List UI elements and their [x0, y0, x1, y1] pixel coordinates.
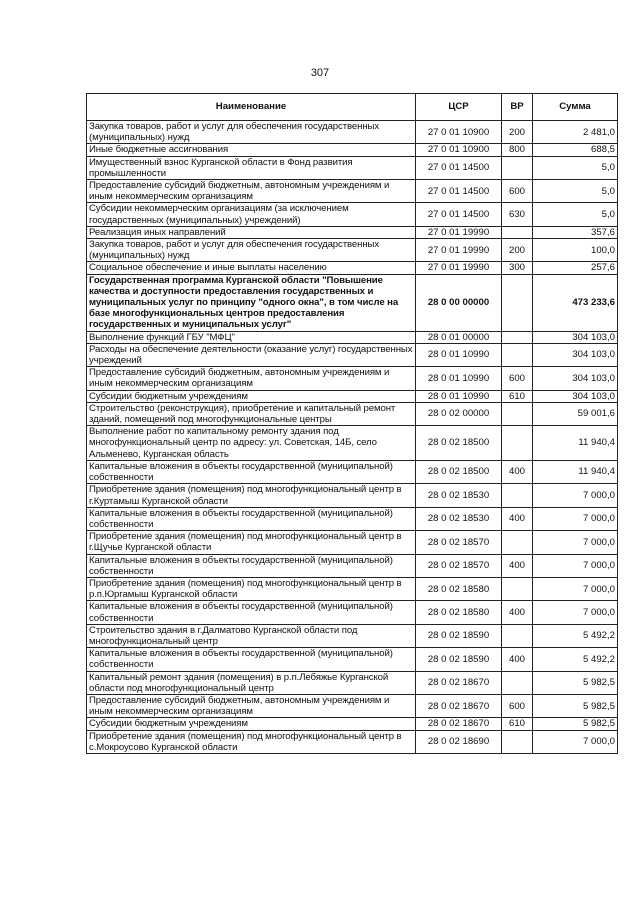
row-vr-cell: 400 — [502, 507, 533, 530]
row-name-cell: Реализация иных направлений — [87, 226, 416, 238]
row-csr-cell: 28 0 02 18530 — [416, 507, 502, 530]
row-csr-cell: 27 0 01 14500 — [416, 203, 502, 226]
table-row — [87, 554, 618, 577]
row-name-cell: Капитальные вложения в объекты государственной (муниципальной) собственности — [87, 554, 416, 577]
row-sum-cell: 7 000,0 — [533, 601, 618, 624]
row-name-cell: Строительство здания в г.Далматово Курганской области под многофункциональный центр — [87, 624, 416, 647]
row-vr-cell: 200 — [502, 121, 533, 144]
row-vr-cell — [502, 426, 533, 461]
row-vr-cell: 800 — [502, 144, 533, 156]
row-csr-cell: 28 0 01 10990 — [416, 390, 502, 402]
row-vr-cell — [502, 577, 533, 600]
table-row — [87, 226, 618, 238]
row-name-cell: Строительство (реконструкция), приобретение и капитальный ремонт зданий, помещений под многофункциональные центры — [87, 402, 416, 425]
table-row — [87, 671, 618, 694]
row-vr-cell — [502, 331, 533, 343]
table-row — [87, 601, 618, 624]
row-name-cell: Иные бюджетные ассигнования — [87, 144, 416, 156]
row-sum-cell: 5 982,5 — [533, 694, 618, 717]
row-name-cell: Предоставление субсидий бюджетным, автономным учреждениям и иным некоммерческим организациям — [87, 694, 416, 717]
row-sum-cell: 473 233,6 — [533, 274, 618, 331]
table-row — [87, 718, 618, 730]
row-sum-cell: 688,5 — [533, 144, 618, 156]
row-sum-cell: 2 481,0 — [533, 121, 618, 144]
table-row — [87, 426, 618, 461]
row-sum-cell: 7 000,0 — [533, 531, 618, 554]
row-csr-cell: 27 0 01 19990 — [416, 239, 502, 262]
row-vr-cell: 610 — [502, 718, 533, 730]
header-name: Наименование — [87, 94, 416, 121]
row-sum-cell: 357,6 — [533, 226, 618, 238]
table-row — [87, 390, 618, 402]
budget-table — [86, 93, 618, 754]
row-name-cell: Выполнение функций ГБУ "МФЦ" — [87, 331, 416, 343]
table-row — [87, 144, 618, 156]
row-vr-cell: 300 — [502, 262, 533, 274]
row-sum-cell: 7 000,0 — [533, 507, 618, 530]
table-row — [87, 343, 618, 366]
row-vr-cell — [502, 624, 533, 647]
row-name-cell: Приобретение здания (помещения) под многофункциональный центр в с.Мокроусово Курганской области — [87, 730, 416, 753]
row-sum-cell: 7 000,0 — [533, 577, 618, 600]
row-name-cell: Приобретение здания (помещения) под многофункциональный центр в г.Щучье Курганской области — [87, 531, 416, 554]
row-csr-cell: 28 0 00 00000 — [416, 274, 502, 331]
row-vr-cell: 600 — [502, 367, 533, 390]
row-name-cell: Субсидии бюджетным учреждениям — [87, 390, 416, 402]
row-vr-cell — [502, 274, 533, 331]
row-name-cell: Капитальные вложения в объекты государственной (муниципальной) собственности — [87, 507, 416, 530]
row-vr-cell — [502, 730, 533, 753]
table-row — [87, 507, 618, 530]
table-body — [87, 121, 618, 754]
row-vr-cell — [502, 343, 533, 366]
row-sum-cell: 5,0 — [533, 156, 618, 179]
row-sum-cell: 11 940,4 — [533, 460, 618, 483]
row-csr-cell: 27 0 01 19990 — [416, 226, 502, 238]
row-vr-cell: 400 — [502, 601, 533, 624]
header-sum: Сумма — [533, 94, 618, 121]
row-csr-cell: 28 0 02 18570 — [416, 531, 502, 554]
row-name-cell: Закупка товаров, работ и услуг для обеспечения государственных (муниципальных) нужд — [87, 239, 416, 262]
row-sum-cell: 5 982,5 — [533, 718, 618, 730]
row-name-cell: Приобретение здания (помещения) под многофункциональный центр в г.Куртамыш Курганской области — [87, 484, 416, 507]
table-row — [87, 203, 618, 226]
row-sum-cell: 304 103,0 — [533, 343, 618, 366]
table-row — [87, 648, 618, 671]
row-csr-cell: 28 0 02 18500 — [416, 426, 502, 461]
table-row — [87, 239, 618, 262]
row-name-cell: Государственная программа Курганской области "Повышение качества и доступности предоставления государственных и муниципальных услуг по принципу "одного окна", в том числе на базе многофункциональных центров предоставления государственных и муниципальных услуг" — [87, 274, 416, 331]
row-name-cell: Выполнение работ по капитальному ремонту здания под многофункциональный центр по адресу: ул. Советская, 14Б, село Альменево, Курганская область — [87, 426, 416, 461]
row-sum-cell: 5 982,5 — [533, 671, 618, 694]
table-header-row — [87, 94, 618, 121]
row-name-cell: Предоставление субсидий бюджетным, автономным учреждениям и иным некоммерческим организациям — [87, 367, 416, 390]
table-row — [87, 730, 618, 753]
row-csr-cell: 28 0 02 18590 — [416, 648, 502, 671]
row-vr-cell — [502, 156, 533, 179]
row-csr-cell: 28 0 02 18500 — [416, 460, 502, 483]
row-csr-cell: 27 0 01 10900 — [416, 121, 502, 144]
row-sum-cell: 59 001,6 — [533, 402, 618, 425]
row-name-cell: Приобретение здания (помещения) под многофункциональный центр в р.п.Юргамыш Курганской области — [87, 577, 416, 600]
row-csr-cell: 28 0 02 18570 — [416, 554, 502, 577]
row-name-cell: Субсидии некоммерческим организациям (за исключением государственных (муниципальных) учреждений) — [87, 203, 416, 226]
row-name-cell: Капитальный ремонт здания (помещения) в р.п.Лебяжье Курганской области под многофункциональный центр — [87, 671, 416, 694]
row-csr-cell: 28 0 01 10990 — [416, 367, 502, 390]
row-sum-cell: 5 492,2 — [533, 648, 618, 671]
header-vr: ВР — [502, 94, 533, 121]
table-row — [87, 694, 618, 717]
row-csr-cell: 28 0 02 18670 — [416, 694, 502, 717]
row-csr-cell: 28 0 02 18670 — [416, 718, 502, 730]
table-row — [87, 367, 618, 390]
row-name-cell: Капитальные вложения в объекты государственной (муниципальной) собственности — [87, 648, 416, 671]
table-row — [87, 624, 618, 647]
row-sum-cell: 7 000,0 — [533, 730, 618, 753]
row-vr-cell: 400 — [502, 554, 533, 577]
table-row — [87, 331, 618, 343]
row-sum-cell: 100,0 — [533, 239, 618, 262]
row-vr-cell: 600 — [502, 180, 533, 203]
row-sum-cell: 7 000,0 — [533, 484, 618, 507]
row-csr-cell: 28 0 02 18530 — [416, 484, 502, 507]
row-name-cell: Капитальные вложения в объекты государственной (муниципальной) собственности — [87, 460, 416, 483]
table-row — [87, 402, 618, 425]
row-csr-cell: 27 0 01 10900 — [416, 144, 502, 156]
row-csr-cell: 27 0 01 14500 — [416, 180, 502, 203]
row-sum-cell: 5,0 — [533, 203, 618, 226]
row-csr-cell: 27 0 01 14500 — [416, 156, 502, 179]
row-sum-cell: 257,6 — [533, 262, 618, 274]
table-row — [87, 262, 618, 274]
row-name-cell: Капитальные вложения в объекты государственной (муниципальной) собственности — [87, 601, 416, 624]
row-vr-cell: 610 — [502, 390, 533, 402]
row-csr-cell: 28 0 02 18580 — [416, 577, 502, 600]
row-vr-cell — [502, 226, 533, 238]
row-sum-cell: 304 103,0 — [533, 331, 618, 343]
row-name-cell: Социальное обеспечение и иные выплаты населению — [87, 262, 416, 274]
row-sum-cell: 11 940,4 — [533, 426, 618, 461]
row-name-cell: Имущественный взнос Курганской области в Фонд развития промышленности — [87, 156, 416, 179]
row-csr-cell: 28 0 02 18690 — [416, 730, 502, 753]
row-csr-cell: 28 0 02 00000 — [416, 402, 502, 425]
row-csr-cell: 28 0 02 18590 — [416, 624, 502, 647]
row-vr-cell: 400 — [502, 460, 533, 483]
table-row — [87, 121, 618, 144]
row-vr-cell — [502, 671, 533, 694]
table-row — [87, 460, 618, 483]
page-number: 307 — [310, 67, 330, 79]
row-csr-cell: 28 0 02 18670 — [416, 671, 502, 694]
row-vr-cell: 400 — [502, 648, 533, 671]
row-name-cell: Расходы на обеспечение деятельности (оказание услуг) государственных учреждений — [87, 343, 416, 366]
table-row — [87, 577, 618, 600]
table-row — [87, 180, 618, 203]
row-sum-cell: 7 000,0 — [533, 554, 618, 577]
row-name-cell: Закупка товаров, работ и услуг для обеспечения государственных (муниципальных) нужд — [87, 121, 416, 144]
row-csr-cell: 27 0 01 19990 — [416, 262, 502, 274]
table-row — [87, 156, 618, 179]
row-csr-cell: 28 0 02 18580 — [416, 601, 502, 624]
row-vr-cell: 200 — [502, 239, 533, 262]
row-vr-cell — [502, 531, 533, 554]
row-sum-cell: 5,0 — [533, 180, 618, 203]
header-csr: ЦСР — [416, 94, 502, 121]
row-name-cell: Субсидии бюджетным учреждениям — [87, 718, 416, 730]
row-vr-cell: 630 — [502, 203, 533, 226]
row-name-cell: Предоставление субсидий бюджетным, автономным учреждениям и иным некоммерческим организациям — [87, 180, 416, 203]
row-vr-cell — [502, 402, 533, 425]
row-sum-cell: 304 103,0 — [533, 390, 618, 402]
table-row — [87, 531, 618, 554]
row-sum-cell: 304 103,0 — [533, 367, 618, 390]
row-vr-cell — [502, 484, 533, 507]
row-vr-cell: 600 — [502, 694, 533, 717]
row-csr-cell: 28 0 01 00000 — [416, 331, 502, 343]
table-row — [87, 274, 618, 331]
row-csr-cell: 28 0 01 10990 — [416, 343, 502, 366]
row-sum-cell: 5 492,2 — [533, 624, 618, 647]
table-row — [87, 484, 618, 507]
